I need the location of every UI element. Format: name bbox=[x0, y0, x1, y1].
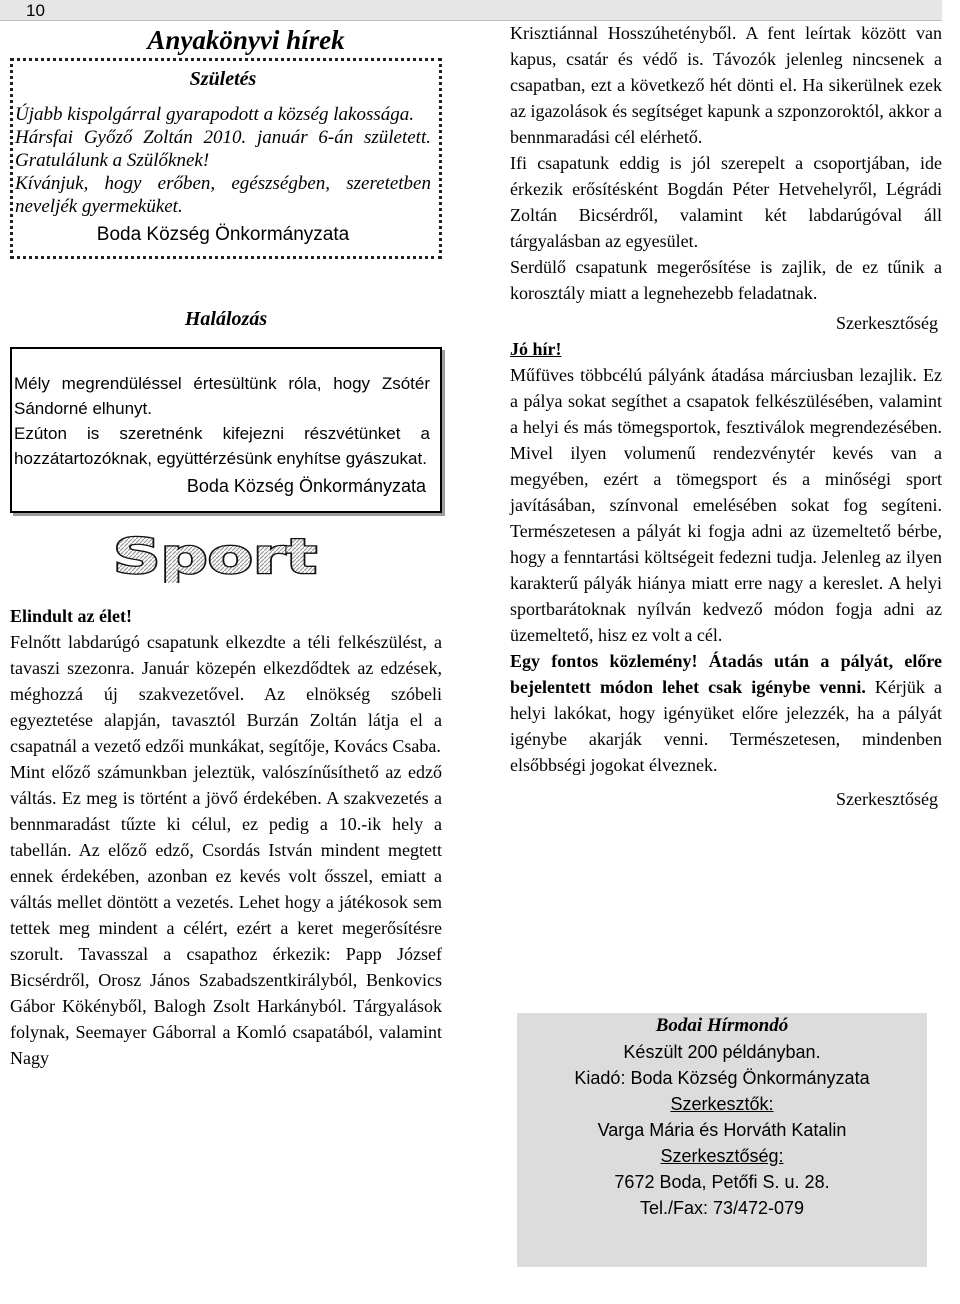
birth-announcement-box bbox=[10, 58, 442, 259]
important-notice-paragraph bbox=[510, 648, 942, 778]
death-heading: Halálozás bbox=[184, 308, 268, 330]
death-signature: Boda Község Önkormányzata bbox=[186, 476, 426, 496]
sport-headline: Elindult az élet! bbox=[10, 606, 132, 626]
birth-paragraph-2: Hársfai Győző Zoltán 2010. január 6-án született. Gratulálunk a Szülőknek! bbox=[15, 127, 431, 171]
imprint-office-label: Szerkesztőség: bbox=[660, 1146, 784, 1166]
section-title-anyakonyvi-hirek: Anyakönyvi hírek bbox=[147, 25, 345, 55]
imprint-editors: Varga Mária és Horváth Katalin bbox=[597, 1120, 847, 1140]
sport-logo-text: Sport bbox=[113, 531, 317, 583]
left-column bbox=[10, 22, 442, 1071]
imprint-copies: Készült 200 példányban. bbox=[623, 1042, 821, 1062]
editorial-signature-2: Szerkesztőség bbox=[836, 789, 938, 809]
good-news-paragraph: Műfüves többcélú pályánk átadása márciusban lezajlik. Ez a pálya sokat segíthet a csapatok felkészülésében, valamint a helyi és más tömegsportok, fesztiválok megrendezésében. Mivel ilyen volumenű rendezvénytér kevés van a megyében, ezért a tömegsport és a minőségi sport javításában, színvonal emelésében sokat fog segíteni. Természetesen a pályát ki fogja adni az üzemeltető bérbe, hogy a fenntartási költségeit fedezni tudja. Jelenleg az ilyen karakterű pályák hiánya miatt erre nagy a kereslet. A helyi sportbarátoknak nyílván kedvező módon fogja adni az üzemeltető, hisz ez volt a cél. bbox=[510, 365, 942, 645]
imprint-box bbox=[517, 1013, 927, 1267]
sport-paragraph-1: Felnőtt labdarúgó csapatunk elkezdte a téli felkészülést, a tavaszi szezonra. Január közepén elkezdődtek az edzések, méghozzá új szakvezetővel. Az elnökség szóbeli egyeztetése alapján, tavasztól Burzán Zoltán látja el a csapatnál a vezető edzői munkákat, segítője, Kovács Csaba. bbox=[10, 632, 442, 756]
page-number: 10 bbox=[26, 1, 45, 20]
imprint-editors-label: Szerkesztők: bbox=[670, 1094, 774, 1114]
imprint-address: 7672 Boda, Petőfi S. u. 28. bbox=[614, 1172, 830, 1192]
sport-logo bbox=[108, 531, 322, 583]
birth-signature: Boda Község Önkormányzata bbox=[96, 224, 350, 245]
good-news-heading: Jó hír! bbox=[510, 339, 562, 359]
important-notice-bold: Egy fontos közlemény! Átadás után a pályát, előre bejelentett módon lehet csak igénybe venni. bbox=[510, 651, 942, 697]
right-column bbox=[510, 20, 942, 812]
death-paragraph-1: Mély megrendüléssel értesültünk róla, hogy Zsótér Sándorné elhunyt. bbox=[14, 374, 430, 418]
junior-team-paragraph: Serdülő csapatunk megerősítése is zajlik, de ez tűnik a korosztály miatt a legnehezebb feladatnak. bbox=[510, 257, 942, 303]
page-header bbox=[0, 0, 942, 21]
sport-paragraph-3: Krisztiánnal Hosszúhetényből. A fent leírtak között van kapus, csatár és védő is. Távozók jelenleg nincsenek a csapatban, ezt a következő hét dönti el. Ha sikerülnek ezek az igazolások és segítséget kapunk a szponzoroktól, akkor a bennmaradási cél elérhető. bbox=[510, 23, 942, 147]
youth-team-paragraph: Ifi csapatunk eddig is jól szerepelt a csoportjában, ide érkezik erősítésként Bogdán Péter Hetvehelyről, Légrádi Zoltán Bicsérdről, valamint két labdarúgóval áll tárgyalásban az egyesület. bbox=[510, 153, 942, 251]
imprint-publisher: Kiadó: Boda Község Önkormányzata bbox=[574, 1068, 870, 1088]
birth-heading: Születés bbox=[189, 68, 257, 90]
editorial-signature-1: Szerkesztőség bbox=[836, 313, 938, 333]
death-notice-box bbox=[10, 347, 442, 513]
birth-paragraph-3: Kívánjuk, hogy erőben, egészségben, szeretetben neveljék gyermeküket. bbox=[15, 173, 431, 217]
imprint-phone: Tel./Fax: 73/472-079 bbox=[639, 1198, 805, 1218]
important-notice-text: Kérjük a helyi lakókat, hogy igényüket előre jelezzék, ha a pályát igénybe akarják venni. Természetesen, mindenben elsőbbségi jogokat élveznek. bbox=[510, 677, 942, 775]
birth-paragraph-1: Újabb kispolgárral gyarapodott a község lakossága. bbox=[15, 104, 414, 125]
death-paragraph-2: Ezúton is szeretnénk kifejezni részvétünket a hozzátartozóknak, együttérzésünk enyhítse gyászukat. bbox=[14, 424, 430, 468]
imprint-title: Bodai Hírmondó bbox=[655, 1015, 789, 1036]
sport-paragraph-2: Mint előző számunkban jeleztük, valószínűsíthető az edző váltás. Ez meg is történt a jövő érdekében. A szakvezetés a bennmaradást tűzte ki célul, ez pedig a 10.-ik hely a tabellán. Az előző edző, Csordás István mindent megtett ennek érdekében, azonban ez kevés volt ősszel, emiatt a váltás mellet döntött a vezetés. Lehet hogy a játékosok sem tettek meg mindent a célért, ezért a keret megerősítésre szorult. Tavasszal a csapathoz érkezik: Papp József Bicsérdről, Orosz János Szabadszentkirályból, Benkovics Gábor Kökényből, Balogh Zsolt Harkányból. Tárgyalások folynak, Seemayer Gáborral a Komló csapatából, valamint Nagy bbox=[10, 762, 442, 1068]
